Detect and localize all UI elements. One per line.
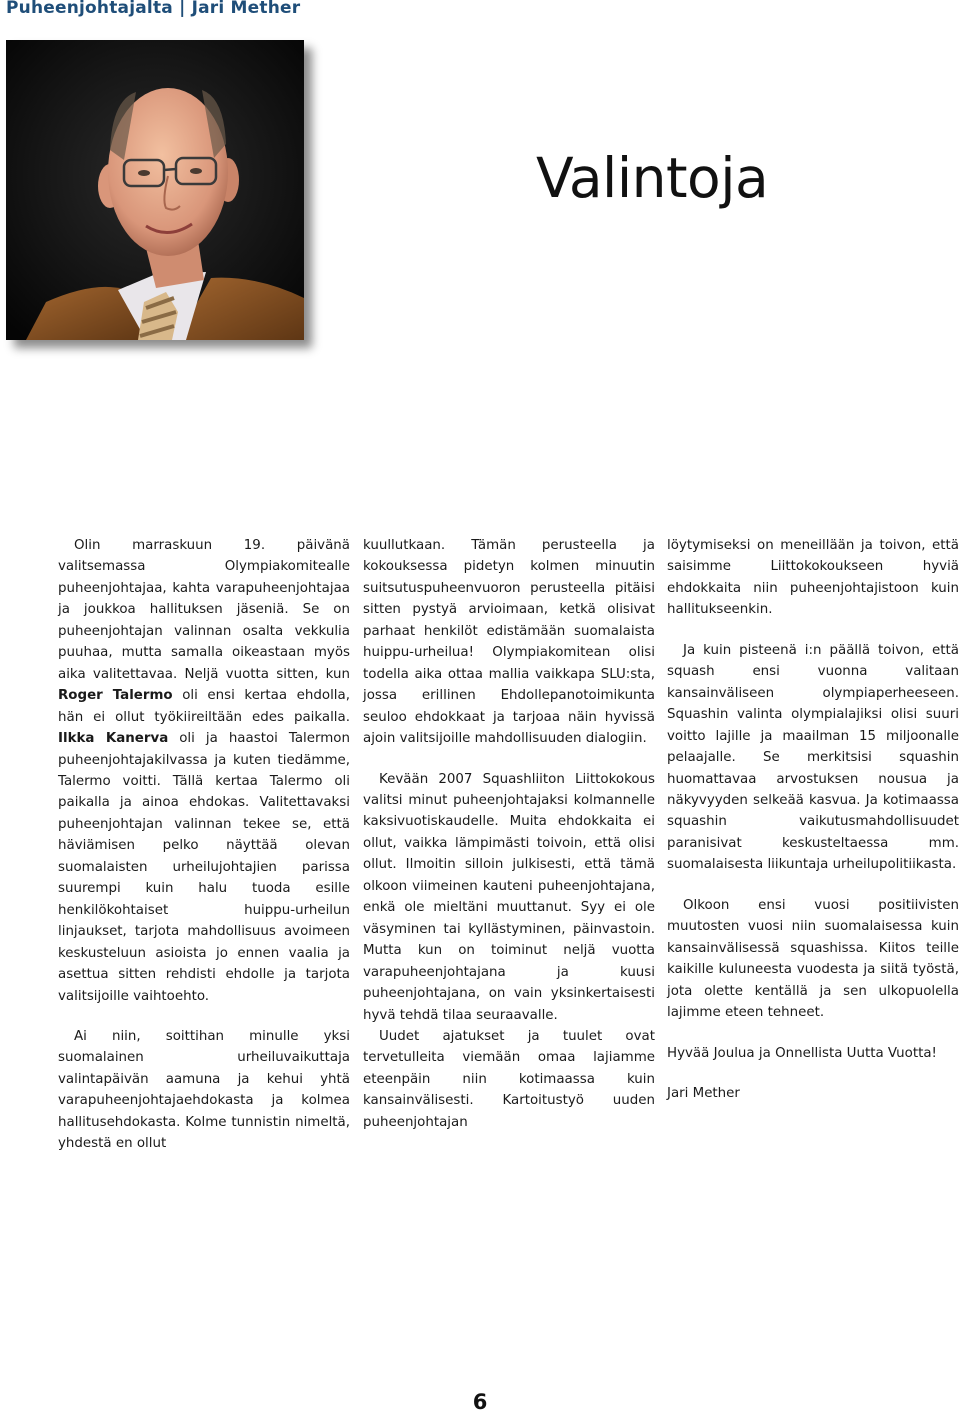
paragraph: Kevään 2007 Squashliiton Liittokokous valitsi minut puheenjohtajaksi kolmannelle kaksivuotiskaudelle. Muita ehdokkaita ei ollut, vaikka lämpimästi toivoin, että olisi ollut. Ilmoitin silloin julkisesti, että tämä olkoon viimeinen kauteni puheenjohtajana, enkä ole mieltäni muuttanut. Syy ei ole väsyminen tai kyllästyminen, päinvastoin. Mutta kun on toiminut neljä vuotta varapuheenjohtajana ja kuusi puheenjohtajana, on vain yksinkertaisesti hyvä tehdä tilaa seuraavalle.: [363, 771, 655, 1023]
article-title: Valintoja: [536, 146, 769, 210]
text-run: Olin marraskuun 19. päivänä valitsemassa Olympiakomitealle puheenjohtajaa, kahta varapuheenjohtajaa ja joukkoa hallituksen jäseniä. Se on puheenjohtajan valinnan osalta vekkulia puuhaa, mutta samalla oikeastaan myös aika valitettavaa. Neljä vuotta sitten, kun: [58, 538, 350, 682]
signature: Jari Mether: [667, 1085, 740, 1101]
paragraph: Olkoon ensi vuosi positiivisten muutosten vuosi niin suomalaisessa kuin kansainvälisessä squashissa. Kiitos teille kaikille kuluneesta vuodesta ja siitä työstä, jota olette kentällä ja sen ulkopuolella lajimme eteen tehneet.: [667, 897, 959, 1021]
closing-greeting: Hyvää Joulua ja Onnellista Uutta Vuotta!: [667, 1045, 937, 1061]
paragraph: [58, 535, 350, 1007]
article-column-3: [667, 535, 959, 1104]
article-column-1: [58, 535, 350, 1155]
person-name: Ilkka Kanerva: [58, 731, 169, 747]
paragraph: löytymiseksi on meneillään ja toivon, että saisimme Liittokokoukseen hyviä ehdokkaita niin puheenjohtajistoon kuin hallitukseenkin.: [667, 538, 959, 618]
article-column-2: [363, 535, 655, 1133]
author-photo: [6, 40, 304, 340]
paragraph: Ja kuin pisteenä i:n päällä toivon, että squash ensi vuonna valitaan kansainväliseen olympiaperheeseen. Squashin valinta olympialajiksi olisi suuri voitto lajille ja maailman 15 miljoonalle pelaajalle. Se merkitsisi squashin huomattavaa arvostuksen nousua ja näkyvyyden selkeää kasvua. Ja kotimaassa squashin vaikutusmahdollisuudet paranisivat keskusteltaessa mm. suomalaisesta liikuntaja urheilupolitiikasta.: [667, 642, 959, 873]
page-number: 6: [472, 1390, 488, 1414]
text-run: oli ensi kertaa ehdolla, hän ei ollut työkiireiltään edes paikalla.: [58, 688, 350, 725]
paragraph: Ai niin, soittihan minulle yksi suomalainen urheiluvaikuttaja valintapäivän aamuna ja kehui yhtä varapuheenjohtajaehdokasta ja kolmea hallitusehdokasta. Kolme tunnistin nimeltä, yhdestä en ollut: [58, 1028, 350, 1152]
section-header: Puheenjohtajalta | Jari Mether: [6, 0, 301, 18]
portrait-illustration: [6, 40, 304, 340]
text-run: oli ja haastoi Talermon puheenjohtajakilvassa ja kuten tiedämme, Talermo voitti. Tällä kertaa Talermo oli paikalla ja ainoa ehdokas. Valitettavaksi puheenjohtajan valinnan tekee se, että häviämisen pelko näyttää olevan suomalaisten urheilujohtajien parissa suurempi kuin halu tuoda esille henkilökohtaiset huippu-urheilun linjaukset, tarjota mahdollisuus avoimeen keskusteluun asioista jo ennen vaalia ja asettua sitten rehdisti ehdolle ja tarjota valitsijoille vaihtoehto.: [58, 731, 350, 1004]
paragraph: kuullutkaan. Tämän perusteella ja kokouksessa pidetyn kolmen minuutin suitsutuspuheenvuoron perusteella pitäisi sitten pystyä arvioimaan, ketkä olisivat parhaat henkilöt edistämään suomalaista huippu-urheilua! Olympiakomitean olisi todella aika ottaa mallia vaikkapa SLU:sta, jossa erillinen Ehdollepanotoimikunta seuloo ehdokkaat ja tarjoaa näin hyvissä ajoin valitsijoille mahdollisuuden dialogiin.: [363, 538, 655, 747]
person-name: Roger Talermo: [58, 688, 173, 704]
paragraph: Uudet ajatukset ja tuulet ovat tervetulleita viemään omaa lajiamme eteenpäin niin kotimaassa kuin kansainvälisesti. Kartoitustyö uuden puheenjohtajan: [363, 1028, 655, 1130]
